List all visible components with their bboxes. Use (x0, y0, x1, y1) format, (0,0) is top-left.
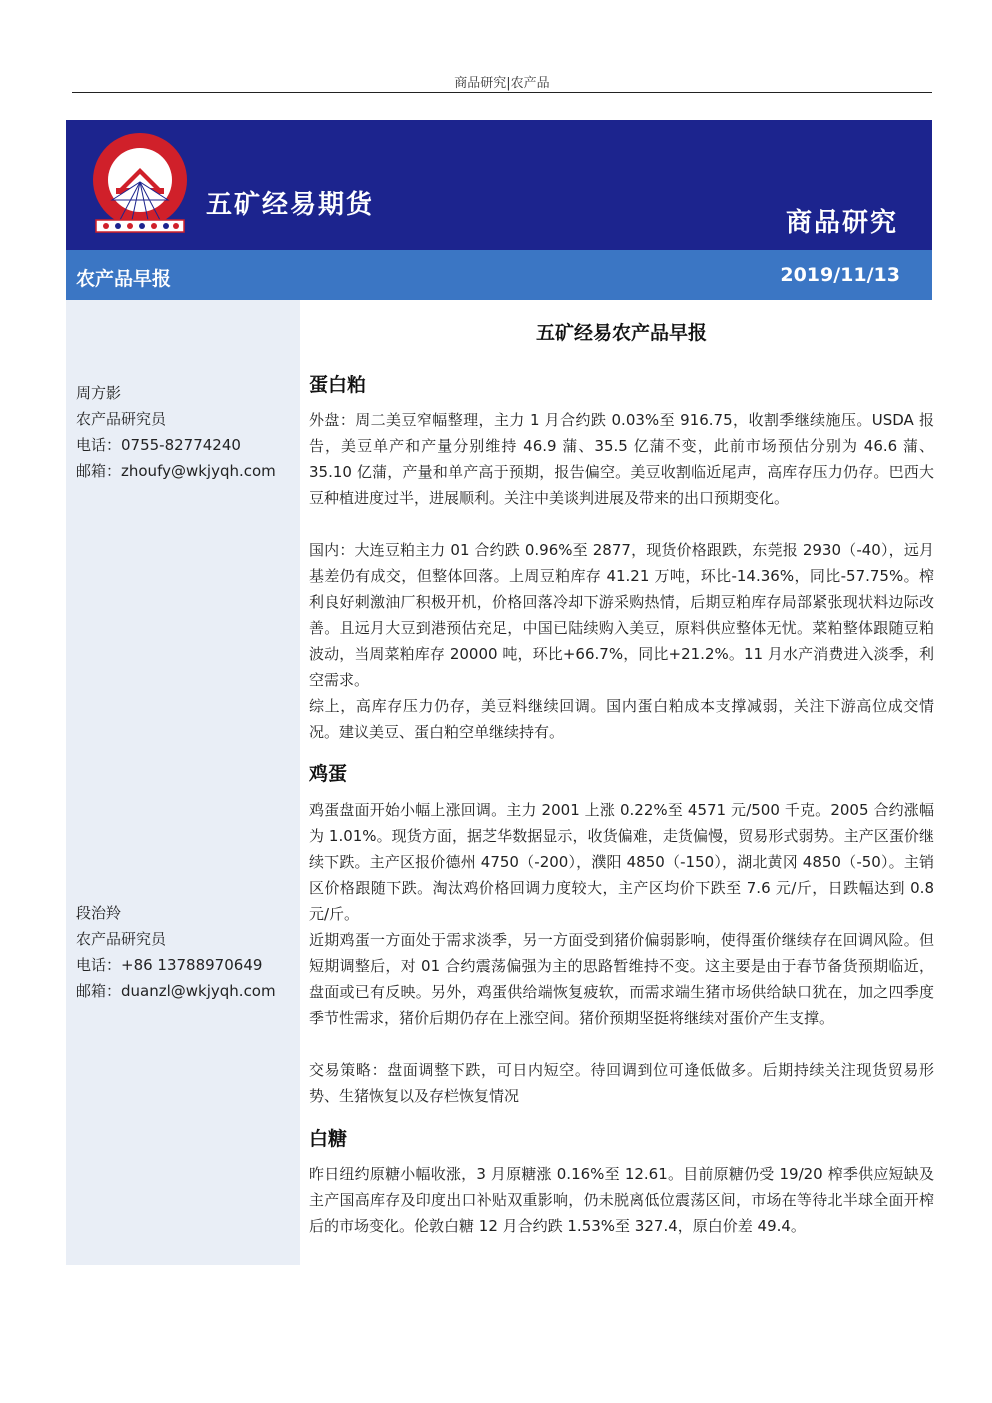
paragraph: 外盘：周二美豆窄幅整理，主力 1 月合约跌 0.03%至 916.75，收割季继续施压。USDA 报告，美豆单产和产量分别维持 46.9 蒲、35.5 亿蒲不变，此前市场预估分别为 46.6 蒲、35.10 亿蒲，产量和单产高于预期，报告偏空。美豆收割临近尾声，高库存压力仍存。巴西大豆种植进度过半，进展顺利。关注中美谈判进展及带来的出口预期变化。 (309, 411, 934, 507)
paragraph: 近期鸡蛋一方面处于需求淡季，另一方面受到猪价偏弱影响，使得蛋价继续存在回调风险。但短期调整后，对 01 合约震荡偏强为主的思路暂维持不变。这主要是由于春节备货预期临近，盘面或已有反映。另外，鸡蛋供给端恢复疲软，而需求端生猪市场供给缺口犹在，加之四季度季节性需求，猪价后期仍存在上涨空间。猪价预期坚挺将继续对蛋价产生支撑。 (309, 931, 934, 1027)
contact-block (76, 900, 276, 1004)
sidebar (66, 300, 300, 1265)
paragraph: 昨日纽约原糖小幅收涨，3 月原糖涨 0.16%至 12.61。目前原糖仍受 19/20 榨季供应短缺及主产国高库存及印度出口补贴双重影响，仍未脱离低位震荡区间，市场在等待北半球全面开榨后的市场变化。伦敦白糖 12 月合约跌 1.53%至 327.4，原白价差 49.4。 (309, 1165, 934, 1235)
report-date: 2019/11/13 (780, 264, 900, 286)
contact-phone: 电话：+86 13788970649 (76, 956, 263, 974)
contact-name: 周方影 (76, 384, 122, 402)
contact-phone: 电话：0755-82774240 (76, 436, 241, 454)
section-title: 白糖 (309, 1128, 348, 1150)
banner-section-title: 商品研究 (785, 208, 898, 238)
banner (66, 120, 932, 250)
paragraph: 国内：大连豆粕主力 01 合约跌 0.96%至 2877，现货价格跟跌，东莞报 2930（-40），远月基差仍有成交，但整体回落。上周豆粕库存 41.21 万吨，环比-14.36%，同比-57.75%。榨利良好刺激油厂积极开机，价格回落冷却下游采购热情，后期豆粕库存局部紧张现状料边际改善。且远月大豆到港预估充足，中国已陆续购入美豆，原料供应整体无忧。菜粕整体跟随豆粕波动，当周菜粕库存 20000 吨，环比+66.7%，同比+21.2%。11 月水产消费进入淡季，利空需求。 (309, 541, 934, 689)
company-name: 五矿经易期货 (206, 190, 375, 220)
document-title: 五矿经易农产品早报 (535, 322, 707, 344)
paragraph: 鸡蛋盘面开始小幅上涨回调。主力 2001 上涨 0.22%至 4571 元/500 千克。2005 合约涨幅为 1.01%。现货方面，据芝华数据显示，收货偏难，走货偏慢，贸易形式弱势。主产区蛋价继续下跌。主产区报价德州 4750（-200），濮阳 4850（-150），湖北黄冈 4850（-50）。主销区价格跟随下跌。淘汰鸡价格回调力度较大，主产区均价下跌至 7.6 元/斤，日跌幅达到 0.8 元/斤。 (309, 801, 934, 923)
header-rule (72, 92, 932, 93)
sub-bar (66, 250, 932, 300)
minmetals-logo (90, 130, 190, 238)
section-title: 蛋白粕 (309, 374, 367, 396)
contact-name: 段治羚 (76, 904, 122, 922)
contact-email: 邮箱：zhoufy@wkjyqh.com (76, 462, 276, 480)
section-title: 鸡蛋 (309, 763, 348, 785)
running-header: 商品研究|农产品 (454, 76, 550, 91)
paragraph: 交易策略：盘面调整下跌，可日内短空。待回调到位可逢低做多。后期持续关注现货贸易形势、生猪恢复以及存栏恢复情况 (309, 1061, 934, 1105)
contact-title: 农产品研究员 (76, 930, 167, 948)
contact-block (76, 380, 276, 484)
report-type: 农产品早报 (76, 268, 172, 290)
contact-title: 农产品研究员 (76, 410, 167, 428)
contact-email: 邮箱：duanzl@wkjyqh.com (76, 982, 276, 1000)
paragraph: 综上，高库存压力仍存，美豆料继续回调。国内蛋白粕成本支撑减弱，关注下游高位成交情况。建议美豆、蛋白粕空单继续持有。 (309, 697, 934, 741)
